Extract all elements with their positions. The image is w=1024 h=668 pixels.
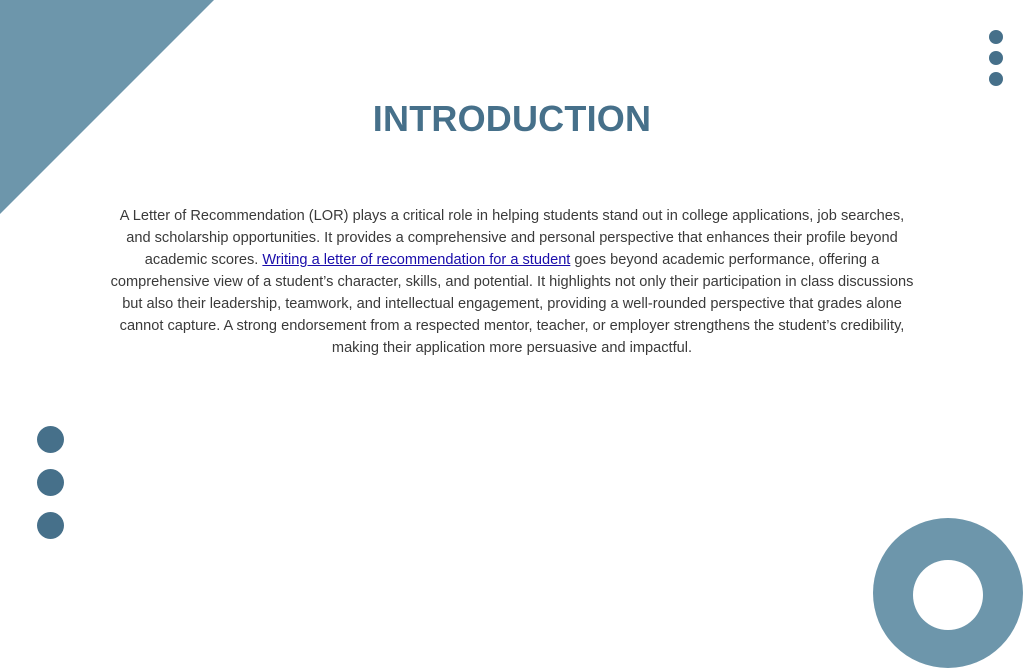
recommendation-letter-link[interactable]: Writing a letter of recommendation for a student	[262, 252, 571, 268]
decorative-dot	[37, 426, 64, 453]
intro-paragraph	[108, 205, 916, 359]
decorative-dot	[37, 469, 64, 496]
decorative-arc-hole	[913, 560, 983, 630]
paragraph-text: A Letter of Recommendation (LOR) plays a critical role in helping students stand out in college applications, job searches, and scholarship opportunities. It provides a comprehensive and personal perspective that enhances their profile beyond academic scores.	[119, 208, 905, 268]
paragraph-text: goes beyond academic performance, offering a comprehensive view of a student’s character, skills, and potential. It highlights not only their participation in class discussions but also their leadership, teamwork, and intellectual engagement, providing a well-rounded perspective that grades alone cannot capture. A strong endorsement from a respected mentor, teacher, or employer strengthens the student’s credibility, making their application more persuasive and impactful.	[110, 252, 914, 356]
decorative-dot	[37, 512, 64, 539]
decorative-dot	[989, 30, 1003, 44]
slide-title: INTRODUCTION	[372, 98, 652, 139]
decorative-dot	[989, 51, 1003, 65]
decorative-dot	[989, 72, 1003, 86]
